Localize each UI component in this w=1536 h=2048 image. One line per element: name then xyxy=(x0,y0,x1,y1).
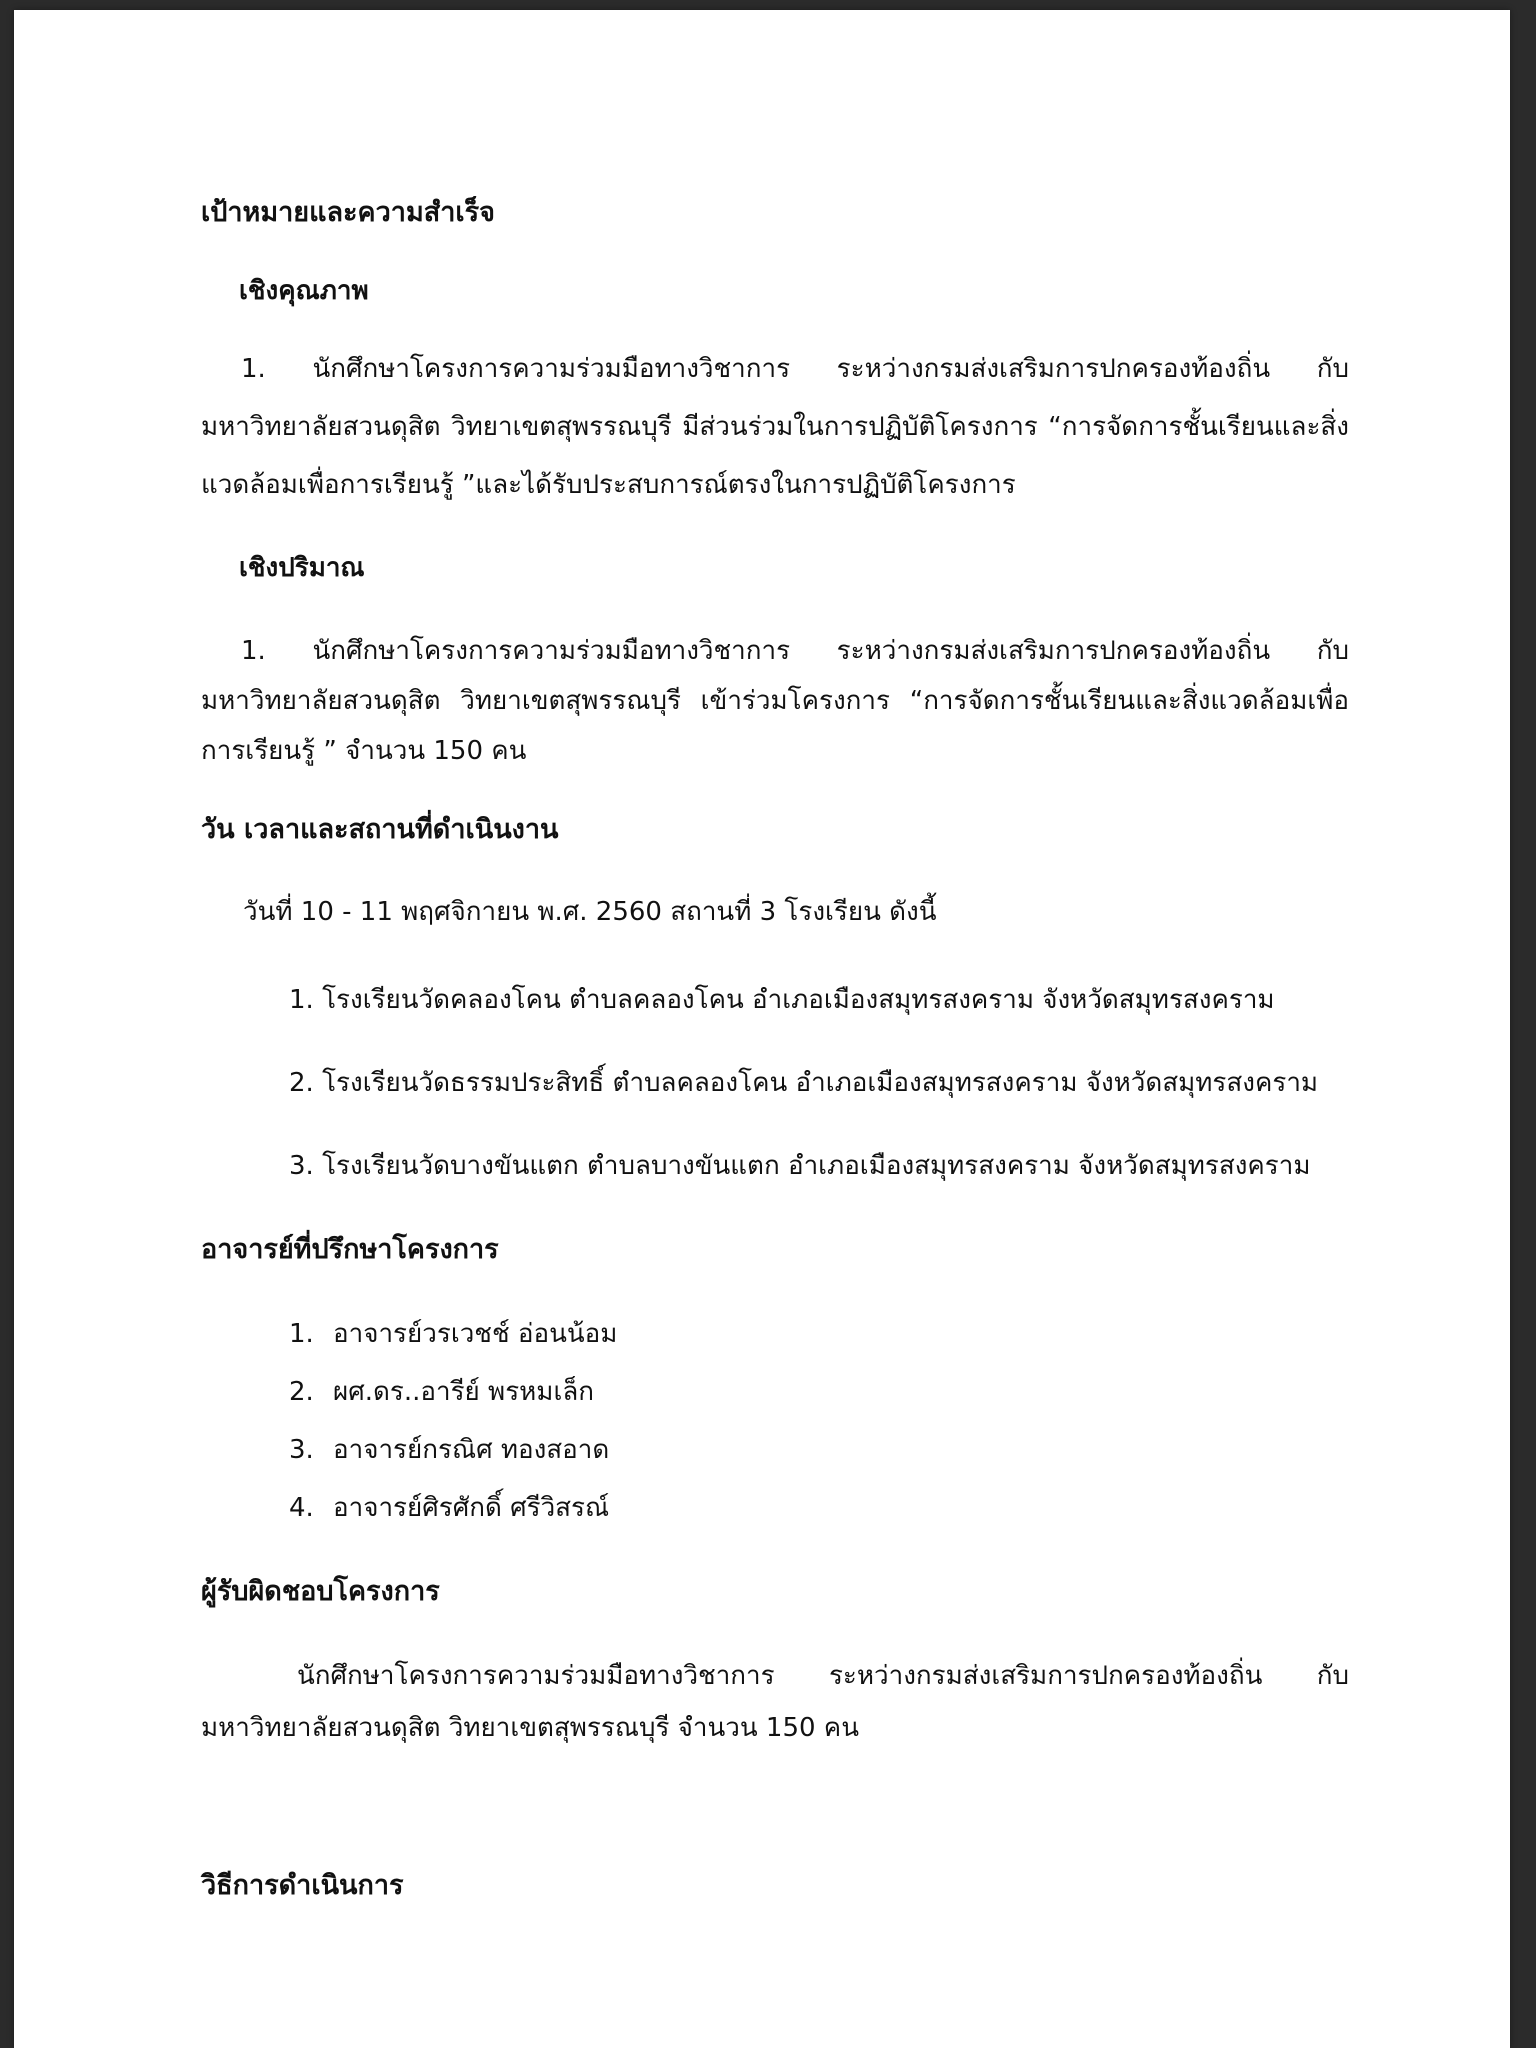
goals-heading: เป้าหมายและความสำเร็จ xyxy=(201,197,495,228)
school-item-1: 1. โรงเรียนวัดคลองโคน ตำบลคลองโคน อำเภอเมืองสมุทรสงคราม จังหวัดสมุทรสงคราม xyxy=(289,985,1275,1015)
advisor-name: อาจารย์ศิรศักดิ์ ศรีวิสรณ์ xyxy=(333,1493,610,1523)
school-item-3: 3. โรงเรียนวัดบางขันแตก ตำบลบางขันแตก อำเภอเมืองสมุทรสงคราม จังหวัดสมุทรสงคราม xyxy=(289,1151,1311,1181)
advisor-item-2 xyxy=(289,1374,594,1410)
schedule-text: วันที่ 10 - 11 พฤศจิกายน พ.ศ. 2560 สถานที่ 3 โรงเรียน ดังนี้ xyxy=(243,897,937,927)
advisor-item-3 xyxy=(289,1432,609,1468)
advisor-name: ผศ.ดร..อารีย์ พรหมเล็ก xyxy=(333,1377,595,1407)
school-item-2: 2. โรงเรียนวัดธรรมประสิทธิ์ ตำบลคลองโคน อำเภอเมืองสมุทรสงคราม จังหวัดสมุทรสงคราม xyxy=(289,1068,1319,1098)
schedule-heading: วัน เวลาและสถานที่ดำเนินงาน xyxy=(201,814,559,845)
advisor-number: 3. xyxy=(289,1435,314,1465)
advisor-item-4 xyxy=(289,1490,609,1526)
responsible-heading: ผู้รับผิดชอบโครงการ xyxy=(201,1576,440,1607)
qualitative-paragraph: 1. นักศึกษาโครงการความร่วมมือทางวิชาการ ระหว่างกรมส่งเสริมการปกครองท้องถิ่น กับมหาวิทยาลัยสวนดุสิต วิทยาเขตสุพรรณบุรี มีส่วนร่วมในการปฏิบัติโครงการ “การจัดการชั้นเรียนและสิ่งแวดล้อมเพื่อการเรียนรู้ ”และได้รับประสบการณ์ตรงในการปฏิบัติโครงการ xyxy=(201,354,1349,500)
advisor-item-1 xyxy=(289,1316,617,1352)
advisors-heading: อาจารย์ที่ปรึกษาโครงการ xyxy=(201,1234,499,1265)
advisor-number: 4. xyxy=(289,1493,314,1523)
advisor-name: อาจารย์วรเวชช์ อ่อนน้อม xyxy=(333,1319,618,1349)
responsible-paragraph: นักศึกษาโครงการความร่วมมือทางวิชาการ ระหว่างกรมส่งเสริมการปกครองท้องถิ่น กับมหาวิทยาลัยสวนดุสิต วิทยาเขตสุพรรณบุรี จำนวน 150 คน xyxy=(201,1661,1349,1743)
quantitative-paragraph: 1. นักศึกษาโครงการความร่วมมือทางวิชาการ ระหว่างกรมส่งเสริมการปกครองท้องถิ่น กับมหาวิทยาลัยสวนดุสิต วิทยาเขตสุพรรณบุรี เข้าร่วมโครงการ “การจัดการชั้นเรียนและสิ่งแวดล้อมเพื่อการเรียนรู้ ” จำนวน 150 คน xyxy=(201,636,1349,766)
method-heading: วิธีการดำเนินการ xyxy=(201,1870,404,1901)
advisor-name: อาจารย์กรณิศ ทองสอาด xyxy=(333,1435,610,1465)
document-page xyxy=(14,10,1510,2048)
quantitative-heading: เชิงปริมาณ xyxy=(239,553,365,583)
advisor-number: 1. xyxy=(289,1319,314,1349)
qualitative-heading: เชิงคุณภาพ xyxy=(239,276,369,306)
advisor-number: 2. xyxy=(289,1377,314,1407)
